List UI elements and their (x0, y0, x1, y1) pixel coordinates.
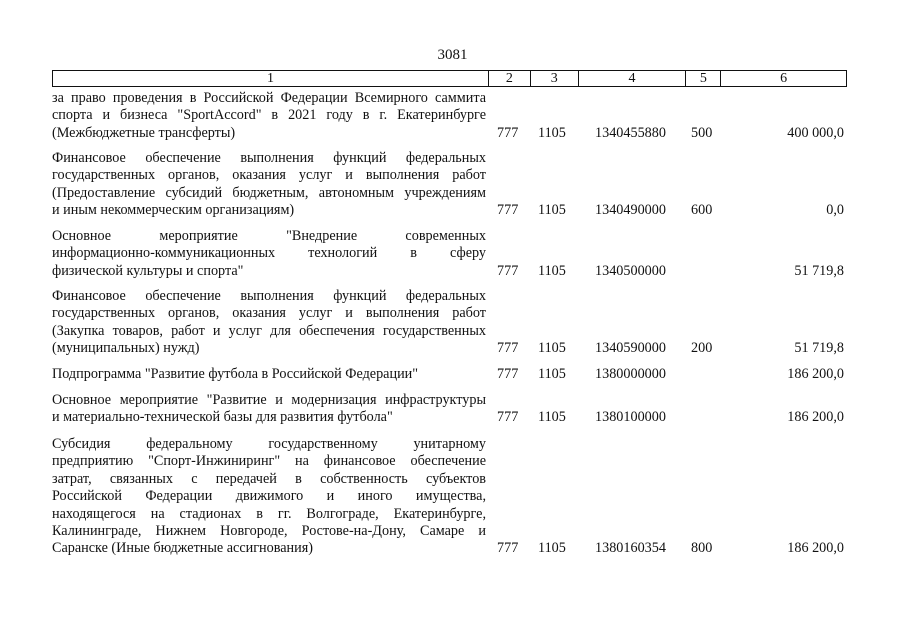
column-header-4: 4 (579, 71, 687, 86)
table-row (52, 228, 847, 280)
description-line: Основное мероприятие "Внедрение современных (52, 228, 486, 244)
target-article-code: 1340455880 (595, 124, 666, 141)
description-line: Подпрограмма "Развитие футбола в Российской Федерации" (52, 366, 419, 382)
row-description (52, 436, 486, 558)
ministry-code: 777 (497, 262, 519, 279)
description-line: находящегося на стадионах в гг. Волгограде, Екатеринбурге, (52, 505, 486, 522)
target-article-code: 1340490000 (595, 202, 666, 219)
table-row (52, 366, 847, 383)
column-header-3: 3 (531, 71, 579, 86)
target-article-code: 1380160354 (595, 540, 666, 557)
description-line: Основное мероприятие "Развитие и модернизация инфраструктуры (52, 392, 486, 408)
description-line: за право проведения в Российской Федерации Всемирного саммита (52, 90, 486, 106)
ministry-code: 777 (497, 540, 519, 557)
amount-value: 51 719,8 (794, 340, 844, 357)
amount-value: 0,0 (826, 202, 844, 219)
description-line: Субсидия федеральному государственному унитарному (52, 436, 486, 452)
section-code: 1105 (538, 340, 566, 357)
description-line: (Закупка товаров, работ и услуг для обеспечения государственных (52, 322, 486, 339)
row-description (52, 150, 486, 220)
expense-type-code: 800 (691, 540, 713, 557)
description-line: (Предоставление субсидий бюджетным, автономным учреждениям (52, 184, 486, 201)
amount-value: 186 200,0 (787, 365, 844, 382)
description-line: и материально-технической базы для развития футбола" (52, 409, 393, 426)
section-code: 1105 (538, 409, 566, 426)
ministry-code: 777 (497, 340, 519, 357)
table-row (52, 436, 847, 558)
amount-value: 51 719,8 (794, 262, 844, 279)
description-line: государственных органов, оказания услуг и выполнения работ (52, 305, 486, 322)
ministry-code: 777 (497, 409, 519, 426)
section-code: 1105 (538, 262, 566, 279)
ministry-code: 777 (497, 202, 519, 219)
expense-type-code: 600 (691, 202, 713, 219)
description-line: Финансовое обеспечение выполнения функций федеральных (52, 150, 486, 166)
description-line: Финансовое обеспечение выполнения функций федеральных (52, 288, 486, 304)
ministry-code: 777 (497, 365, 519, 382)
amount-value: 186 200,0 (787, 540, 844, 557)
section-code: 1105 (538, 202, 566, 219)
description-line: и иным некоммерческим организациям) (52, 202, 295, 219)
column-header-6: 6 (780, 71, 788, 86)
amount-value: 400 000,0 (787, 124, 844, 141)
description-line: затрат, связанных с передачей в собственность субъектов (52, 470, 486, 487)
section-code: 1105 (538, 540, 566, 557)
table-row (52, 150, 847, 220)
description-line: (муниципальных) нужд) (52, 340, 200, 357)
target-article-code: 1340500000 (595, 262, 666, 279)
description-line: (Межбюджетные трансферты) (52, 124, 236, 141)
description-line: государственных органов, оказания услуг и выполнения работ (52, 167, 486, 184)
description-line: информационно-коммуникационных технологий в сферу (52, 245, 486, 262)
target-article-code: 1340590000 (595, 340, 666, 357)
ministry-code: 777 (497, 124, 519, 141)
description-line: физической культуры и спорта" (52, 262, 244, 279)
description-line: Саранске (Иные бюджетные ассигнования) (52, 540, 313, 557)
table-row (52, 288, 847, 358)
row-description (52, 392, 486, 427)
expense-type-code: 200 (691, 340, 713, 357)
description-line: спорта и бизнеса "SportAccord" в 2021 году в г. Екатеринбурге (52, 107, 486, 124)
section-code: 1105 (538, 124, 566, 141)
amount-value: 186 200,0 (787, 409, 844, 426)
column-header-2: 2 (489, 71, 531, 86)
row-description (52, 288, 486, 358)
table-row (52, 392, 847, 427)
column-header-1: 1 (53, 71, 489, 86)
row-description (52, 366, 486, 383)
page-number: 3081 (437, 47, 468, 63)
row-description (52, 90, 486, 142)
description-line: Калининграде, Нижнем Новгороде, Ростове-на-Дону, Самаре и (52, 523, 486, 540)
row-description (52, 228, 486, 280)
table-row (52, 90, 847, 142)
section-code: 1105 (538, 365, 566, 382)
target-article-code: 1380000000 (595, 365, 666, 382)
column-header-row (52, 70, 847, 87)
expense-type-code: 500 (691, 124, 713, 141)
column-header-5: 5 (686, 71, 721, 86)
target-article-code: 1380100000 (595, 409, 666, 426)
description-line: Российской Федерации движимого и иного имущества, (52, 488, 486, 505)
description-line: предприятию "Спорт-Инжиниринг" на финансовое обеспечение (52, 453, 486, 470)
